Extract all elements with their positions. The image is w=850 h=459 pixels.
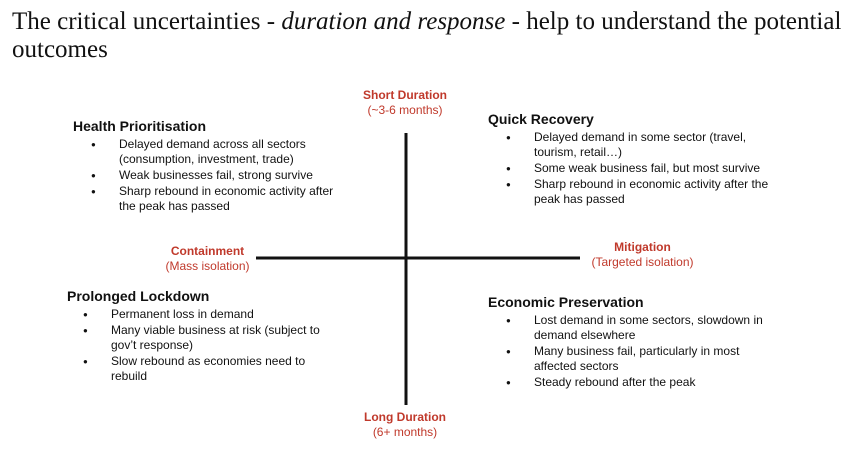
bullet-item: ● Sharp rebound in economic activity after the peak has passed: [506, 177, 769, 207]
axis-label-top: [340, 88, 470, 118]
axis-label-left: [150, 244, 265, 274]
bullet-item: ● Some weak business fail, but most survive: [506, 161, 778, 176]
quadrant-title: Economic Preservation: [488, 294, 644, 310]
axis-right-main: Mitigation: [614, 240, 671, 254]
title-part-2: - help to understand the potential outcomes: [12, 8, 842, 63]
bullet-list: [506, 313, 778, 390]
title-emphasis: duration and response: [281, 8, 506, 35]
axis-left-main: Containment: [170, 244, 245, 258]
bullet-item: ● Many viable business at risk (subject to gov’t response): [83, 323, 336, 353]
quadrant-health-prioritisation: [73, 118, 338, 215]
title-part-1: The critical uncertainties -: [12, 8, 282, 35]
bullet-item: ● Delayed demand in some sector (travel, tourism, retail…): [506, 130, 759, 160]
quadrant-economic-preservation: [488, 294, 778, 391]
quadrant-quick-recovery: [488, 111, 778, 208]
quadrant-title: Health Prioritisation: [73, 118, 207, 134]
bullet-item: ● Slow rebound as economies need to rebuild: [83, 354, 336, 384]
axis-top-main: Short Duration: [363, 88, 447, 102]
bullet-item: ● Many business fail, particularly in most affected sectors: [506, 344, 759, 374]
bullet-list: [506, 130, 778, 207]
bullet-item: ● Permanent loss in demand: [83, 307, 337, 322]
quadrant-title: Prolonged Lockdown: [67, 288, 210, 304]
axis-left-sub: (Mass isolation): [165, 259, 250, 273]
bullet-item: ● Steady rebound after the peak: [506, 375, 778, 390]
bullet-list: [83, 307, 337, 384]
axis-right-sub: (Targeted isolation): [591, 255, 694, 269]
axis-top-sub: (~3-6 months): [367, 103, 443, 117]
quadrant-prolonged-lockdown: [67, 288, 337, 385]
bullet-item: ● Weak businesses fail, strong survive: [91, 168, 338, 183]
bullet-item: ● Delayed demand across all sectors (consumption, investment, trade): [91, 137, 338, 167]
bullet-item: ● Lost demand in some sectors, slowdown in demand elsewhere: [506, 313, 774, 343]
axis-bottom-main: Long Duration: [364, 410, 446, 424]
bullet-list: [91, 137, 338, 214]
axis-label-right: [580, 240, 705, 270]
axis-bottom-sub: (6+ months): [372, 425, 438, 439]
axis-label-bottom: [340, 410, 470, 440]
bullet-item: ● Sharp rebound in economic activity after the peak has passed: [91, 184, 338, 214]
quadrant-title: Quick Recovery: [488, 111, 594, 127]
